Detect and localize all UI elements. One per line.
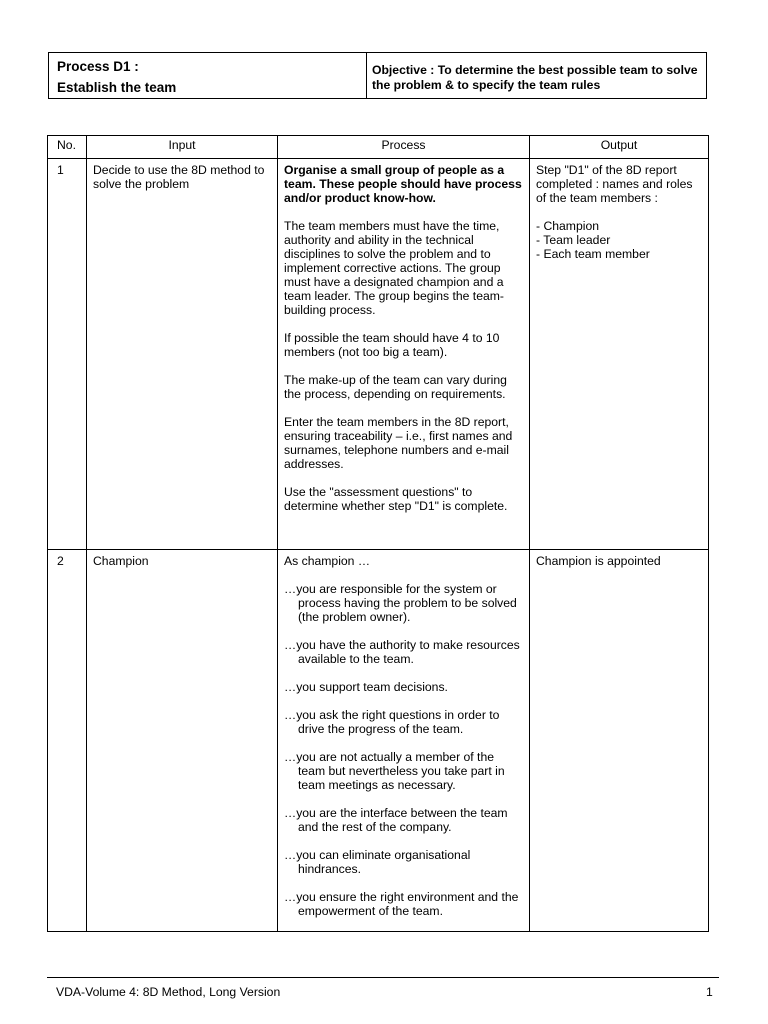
output-intro: Step "D1" of the 8D report completed : names and roles of the team members : xyxy=(536,163,693,205)
row-number: 1 xyxy=(48,159,87,550)
process-bullet: …you are not actually a member of the team but nevertheless you take part in team meetings as necessary. xyxy=(284,750,505,792)
column-header-process: Process xyxy=(278,136,530,159)
process-bullet: …you support team decisions. xyxy=(284,680,448,694)
table-row xyxy=(48,159,709,550)
process-title-line1: Process D1 : xyxy=(57,59,139,74)
row-output xyxy=(530,159,709,550)
process-bullet: …you ask the right questions in order to drive the progress of the team. xyxy=(284,708,500,736)
process-paragraph: The make-up of the team can vary during the process, depending on requirements. xyxy=(284,373,507,401)
row-input: Decide to use the 8D method to solve the problem xyxy=(87,159,278,550)
process-title-line2: Establish the team xyxy=(57,80,177,95)
process-bullet: …you have the authority to make resources available to the team. xyxy=(284,638,520,666)
process-intro: Organise a small group of people as a team. These people should have process and/or product know-how. xyxy=(284,163,522,205)
process-bullet: …you can eliminate organisational hindrances. xyxy=(284,848,471,876)
process-title xyxy=(49,53,367,98)
process-paragraph: The team members must have the time, authority and ability in the technical disciplines to solve the problem and to implement corrective actions. The group must have a designated champion and a team leader. The group begins the team-building process. xyxy=(284,219,504,317)
process-bullet: …you are responsible for the system or process having the problem to be solved (the problem owner). xyxy=(284,582,517,624)
footer-document-title: VDA-Volume 4: 8D Method, Long Version xyxy=(56,985,281,999)
process-paragraph: Use the "assessment questions" to determine whether step "D1" is complete. xyxy=(284,485,508,513)
row-process xyxy=(278,159,530,550)
column-header-no: No. xyxy=(48,136,87,159)
process-table xyxy=(47,135,709,932)
output-item: - Champion xyxy=(536,219,599,233)
footer-divider xyxy=(47,977,719,978)
process-paragraph: Enter the team members in the 8D report, ensuring traceability – i.e., first names and surnames, telephone numbers and e-mail addresses. xyxy=(284,415,513,471)
column-header-output: Output xyxy=(530,136,709,159)
row-process xyxy=(278,550,530,932)
process-bullet: …you ensure the right environment and the empowerment of the team. xyxy=(284,890,519,918)
row-output: Champion is appointed xyxy=(530,550,709,932)
output-item: - Each team member xyxy=(536,247,650,261)
process-header xyxy=(48,52,707,99)
row-input: Champion xyxy=(87,550,278,932)
output-item: - Team leader xyxy=(536,233,611,247)
process-paragraph: If possible the team should have 4 to 10 members (not too big a team). xyxy=(284,331,500,359)
table-row xyxy=(48,550,709,932)
row-number: 2 xyxy=(48,550,87,932)
process-bullet: …you are the interface between the team and the rest of the company. xyxy=(284,806,508,834)
process-objective: Objective : To determine the best possible team to solve the problem & to specify the team rules xyxy=(372,63,698,92)
column-header-input: Input xyxy=(87,136,278,159)
footer-page-number: 1 xyxy=(706,985,713,999)
table-header-row xyxy=(48,136,709,159)
process-intro: As champion … xyxy=(284,554,371,568)
